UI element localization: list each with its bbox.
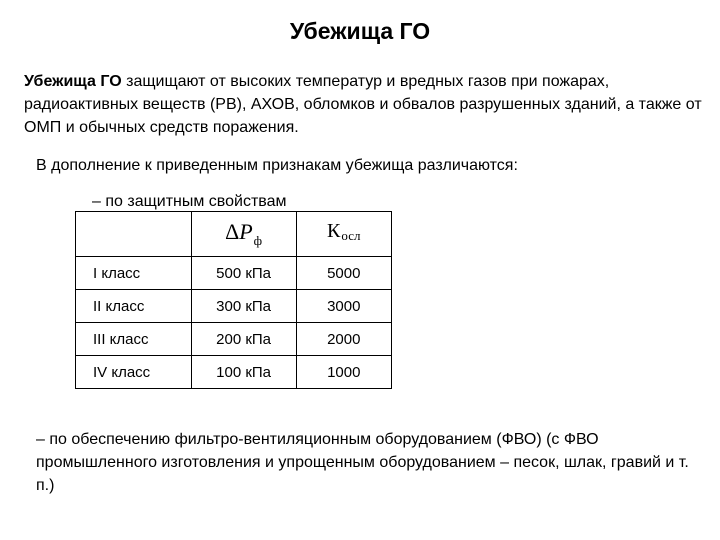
pressure-letter: P xyxy=(239,219,253,244)
attenuation-coefficient-symbol xyxy=(327,220,360,244)
table-header-row xyxy=(76,212,392,257)
class-cell: IV класс xyxy=(76,356,192,389)
pressure-symbol xyxy=(225,219,263,248)
class-cell: II класс xyxy=(76,290,192,323)
header-pressure-cell xyxy=(191,212,296,257)
class-cell: I класс xyxy=(76,257,192,290)
pressure-cell: 300 кПа xyxy=(191,290,296,323)
protective-properties-subtitle: – по защитным свойствам xyxy=(92,193,287,210)
delta-symbol: Δ xyxy=(225,219,240,244)
intro-paragraph xyxy=(24,70,704,139)
coefficient-subscript: осл xyxy=(341,228,361,243)
header-coefficient-cell xyxy=(296,212,391,257)
table-row xyxy=(76,257,392,290)
table-row xyxy=(76,290,392,323)
table-row xyxy=(76,356,392,389)
addition-text: В дополнение к приведенным признакам убежища различаются: xyxy=(36,157,518,174)
coefficient-cell: 5000 xyxy=(296,257,391,290)
pressure-subscript: ф xyxy=(253,233,263,248)
class-cell: III класс xyxy=(76,323,192,356)
pressure-cell: 500 кПа xyxy=(191,257,296,290)
coefficient-cell: 1000 xyxy=(296,356,391,389)
coefficient-cell: 2000 xyxy=(296,323,391,356)
header-empty-cell xyxy=(76,212,192,257)
pressure-cell: 100 кПа xyxy=(191,356,296,389)
pressure-cell: 200 кПа xyxy=(191,323,296,356)
page-title: Убежища ГО xyxy=(289,18,431,44)
table-row xyxy=(76,323,392,356)
intro-text: защищают от высоких температур и вредных газов при пожарах, радиоактивных веществ (РВ), АХОВ, обломков и обвалов разрушенных зданий, а также от ОМП и обычных средств поражения. xyxy=(24,73,702,136)
equipment-paragraph: – по обеспечению фильтро-вентиляционным оборудованием (ФВО) (с ФВО промышленного изготовления и упрощенным оборудованием – песок, шлак, гравий и т. п.) xyxy=(36,431,689,494)
coefficient-cell: 3000 xyxy=(296,290,391,323)
coefficient-letter: К xyxy=(327,220,341,242)
intro-bold-term: Убежища ГО xyxy=(24,73,122,90)
shelter-classes-table xyxy=(75,211,392,389)
